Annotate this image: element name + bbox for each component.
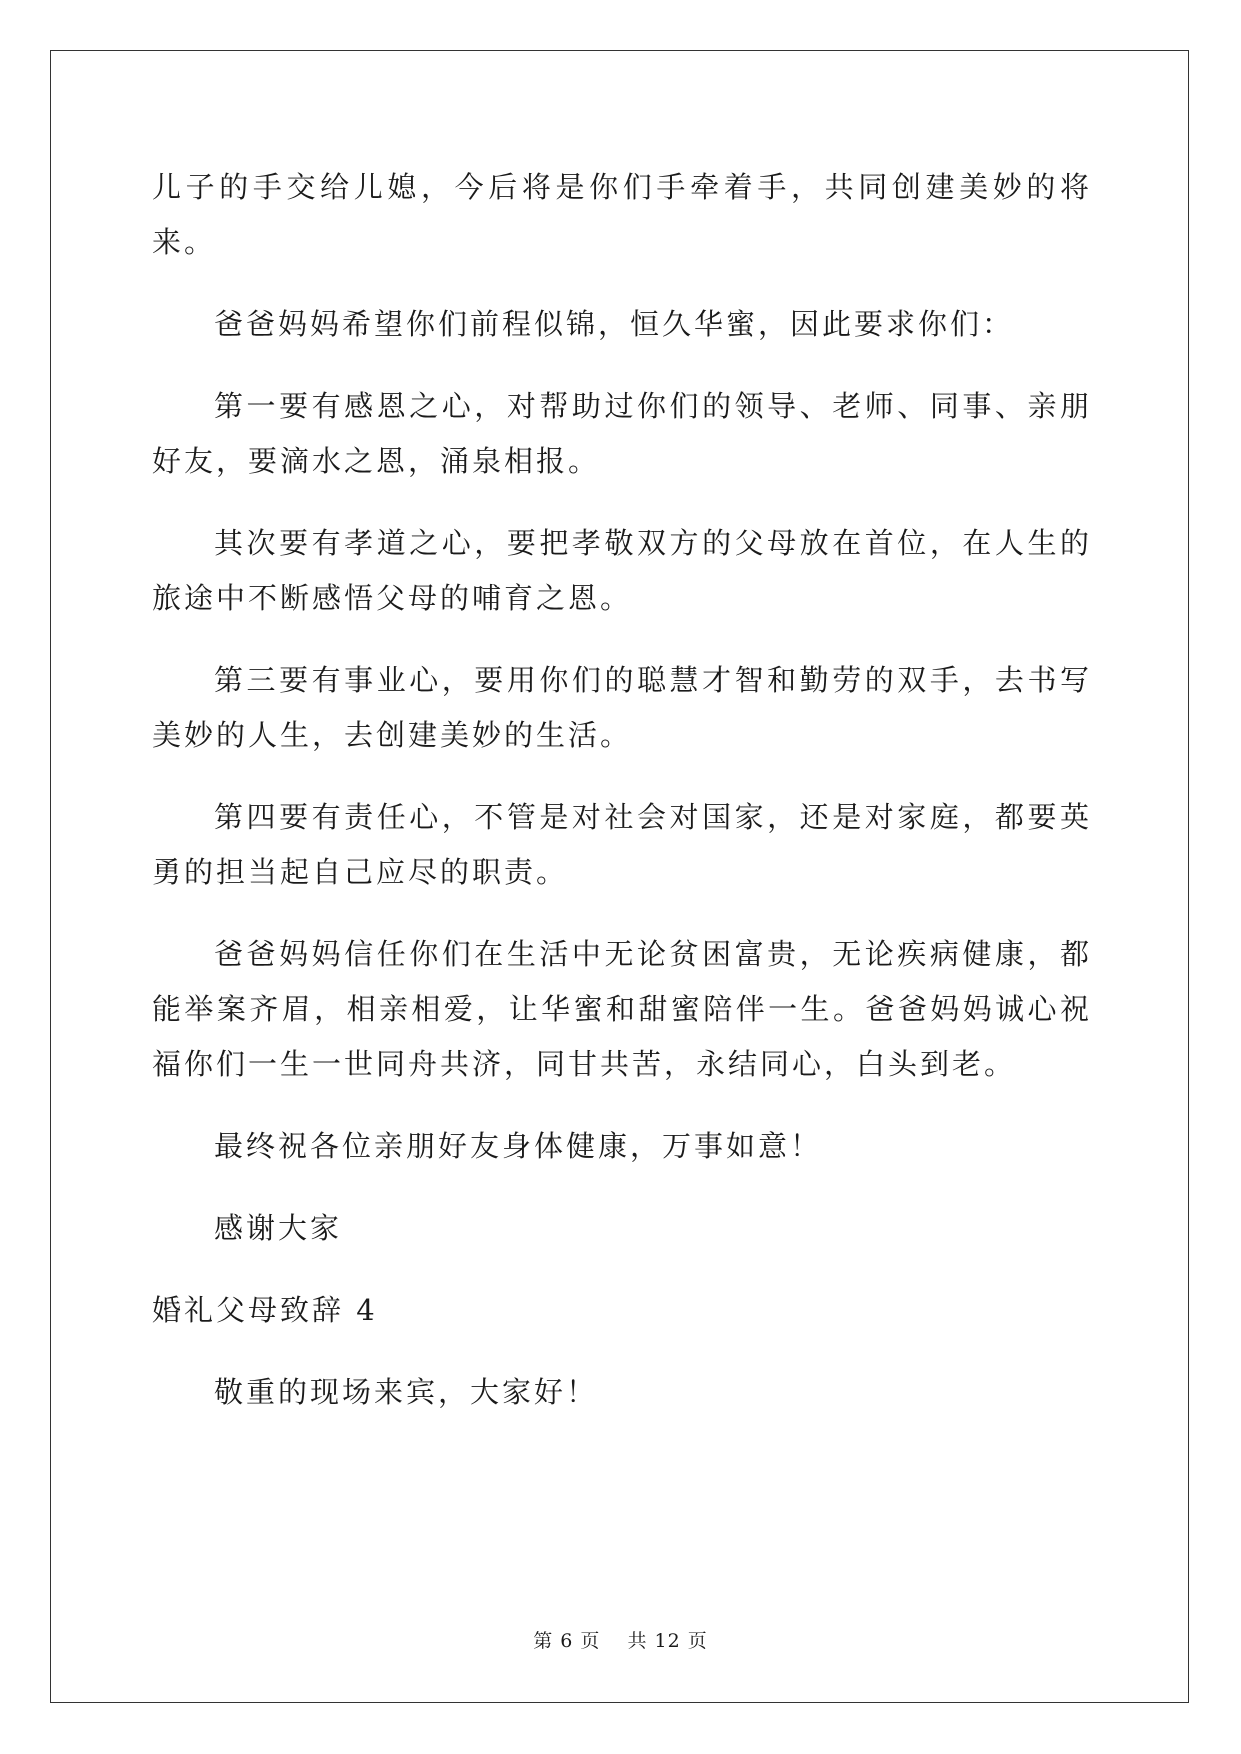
document-body xyxy=(152,160,1092,1420)
paragraph-7: 爸爸妈妈信任你们在生活中无论贫困富贵，无论疾病健康，都能举案齐眉，相亲相爱，让华蜜和甜蜜陪伴一生。爸爸妈妈诚心祝福你们一生一世同舟共济，同甘共苦，永结同心，白头到老。 xyxy=(152,937,1092,1081)
page-number: 第 6 页 xyxy=(533,1630,601,1652)
paragraph-10: 敬重的现场来宾，大家好！ xyxy=(214,1375,599,1409)
paragraph-8: 最终祝各位亲朋好友身体健康，万事如意！ xyxy=(214,1129,823,1163)
page-footer xyxy=(0,1626,1241,1653)
paragraph-2: 爸爸妈妈希望你们前程似锦，恒久华蜜，因此要求你们： xyxy=(214,307,1015,341)
paragraph-9: 感谢大家 xyxy=(214,1211,343,1245)
paragraph-4: 其次要有孝道之心，要把孝敬双方的父母放在首位，在人生的旅途中不断感悟父母的哺育之恩。 xyxy=(152,526,1092,615)
page-total: 共 12 页 xyxy=(627,1630,708,1652)
paragraph-1: 儿子的手交给儿媳，今后将是你们手牵着手，共同创建美妙的将来。 xyxy=(152,170,1092,259)
paragraph-3: 第一要有感恩之心，对帮助过你们的领导、老师、同事、亲朋好友，要滴水之恩，涌泉相报。 xyxy=(152,389,1092,478)
paragraph-5: 第三要有事业心，要用你们的聪慧才智和勤劳的双手，去书写美妙的人生，去创建美妙的生活。 xyxy=(152,663,1092,752)
paragraph-6: 第四要有责任心，不管是对社会对国家，还是对家庭，都要英勇的担当起自己应尽的职责。 xyxy=(152,800,1092,889)
section-heading: 婚礼父母致辞 4 xyxy=(152,1293,378,1327)
